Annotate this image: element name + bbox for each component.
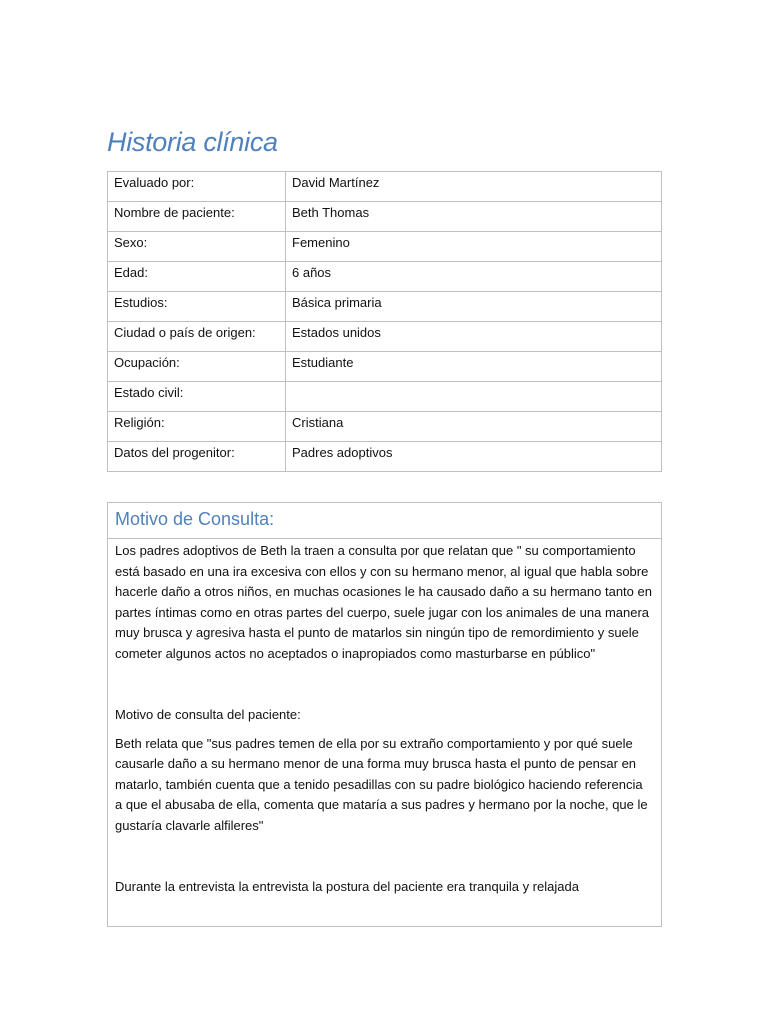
- motivo-header: Motivo de Consulta:: [108, 503, 661, 539]
- row-value: Beth Thomas: [286, 202, 662, 232]
- row-label: Nombre de paciente:: [108, 202, 286, 232]
- patient-reason-heading: Motivo de consulta del paciente:: [115, 707, 301, 722]
- table-row: [108, 352, 662, 382]
- motivo-consulta-section: [107, 502, 662, 927]
- row-label: Estado civil:: [108, 382, 286, 412]
- table-row: [108, 292, 662, 322]
- row-value: David Martínez: [286, 172, 662, 202]
- table-row: [108, 382, 662, 412]
- interview-observation-paragraph: Durante la entrevista la entrevista la postura del paciente era tranquila y relajada: [115, 879, 579, 894]
- table-row: [108, 202, 662, 232]
- table-row: [108, 232, 662, 262]
- row-label: Ocupación:: [108, 352, 286, 382]
- table-row: [108, 172, 662, 202]
- motivo-body: [108, 539, 661, 898]
- patient-info-table: [107, 171, 662, 472]
- row-value: Femenino: [286, 232, 662, 262]
- parents-report-paragraph: Los padres adoptivos de Beth la traen a consulta por que relatan que " su comportamiento está basado en una ira excesiva con ellos y con su hermano menor, al igual que habla sobre hacerle daño a otros niños, en muchas ocasiones le ha causado daño a su hermano tanto en partes íntimas como en otras partes del cuerpo, suele jugar con los animales de una manera muy brusca y agresiva hasta el punto de matarlos sin ningún tipo de remordimiento y suele cometer algunos actos no aceptados o inapropiados como masturbarse en público": [115, 543, 652, 661]
- row-value: Estudiante: [286, 352, 662, 382]
- info-table-body: [108, 172, 662, 472]
- patient-report-paragraph: Beth relata que "sus padres temen de ella por su extraño comportamiento y por qué suele causarle daño a su hermano menor de una forma muy brusca hasta el punto de pensar en matarlo, también cuenta que a tenido pesadillas con su padre biológico haciendo referencia a que el abusaba de ella, comenta que mataría a sus padres y hermano por la noche, que le gustaría clavarle alfileres": [115, 735, 648, 833]
- table-row: [108, 412, 662, 442]
- row-value: [286, 382, 662, 412]
- row-value: Cristiana: [286, 412, 662, 442]
- row-label: Evaluado por:: [108, 172, 286, 202]
- row-value: 6 años: [286, 262, 662, 292]
- row-label: Sexo:: [108, 232, 286, 262]
- row-label: Edad:: [108, 262, 286, 292]
- row-value: Estados unidos: [286, 322, 662, 352]
- table-row: [108, 262, 662, 292]
- row-label: Estudios:: [108, 292, 286, 322]
- row-value: Padres adoptivos: [286, 442, 662, 472]
- row-value: Básica primaria: [286, 292, 662, 322]
- table-row: [108, 322, 662, 352]
- row-label: Religión:: [108, 412, 286, 442]
- row-label: Ciudad o país de origen:: [108, 322, 286, 352]
- page-title: Historia clínica: [107, 127, 278, 157]
- row-label: Datos del progenitor:: [108, 442, 286, 472]
- table-row: [108, 442, 662, 472]
